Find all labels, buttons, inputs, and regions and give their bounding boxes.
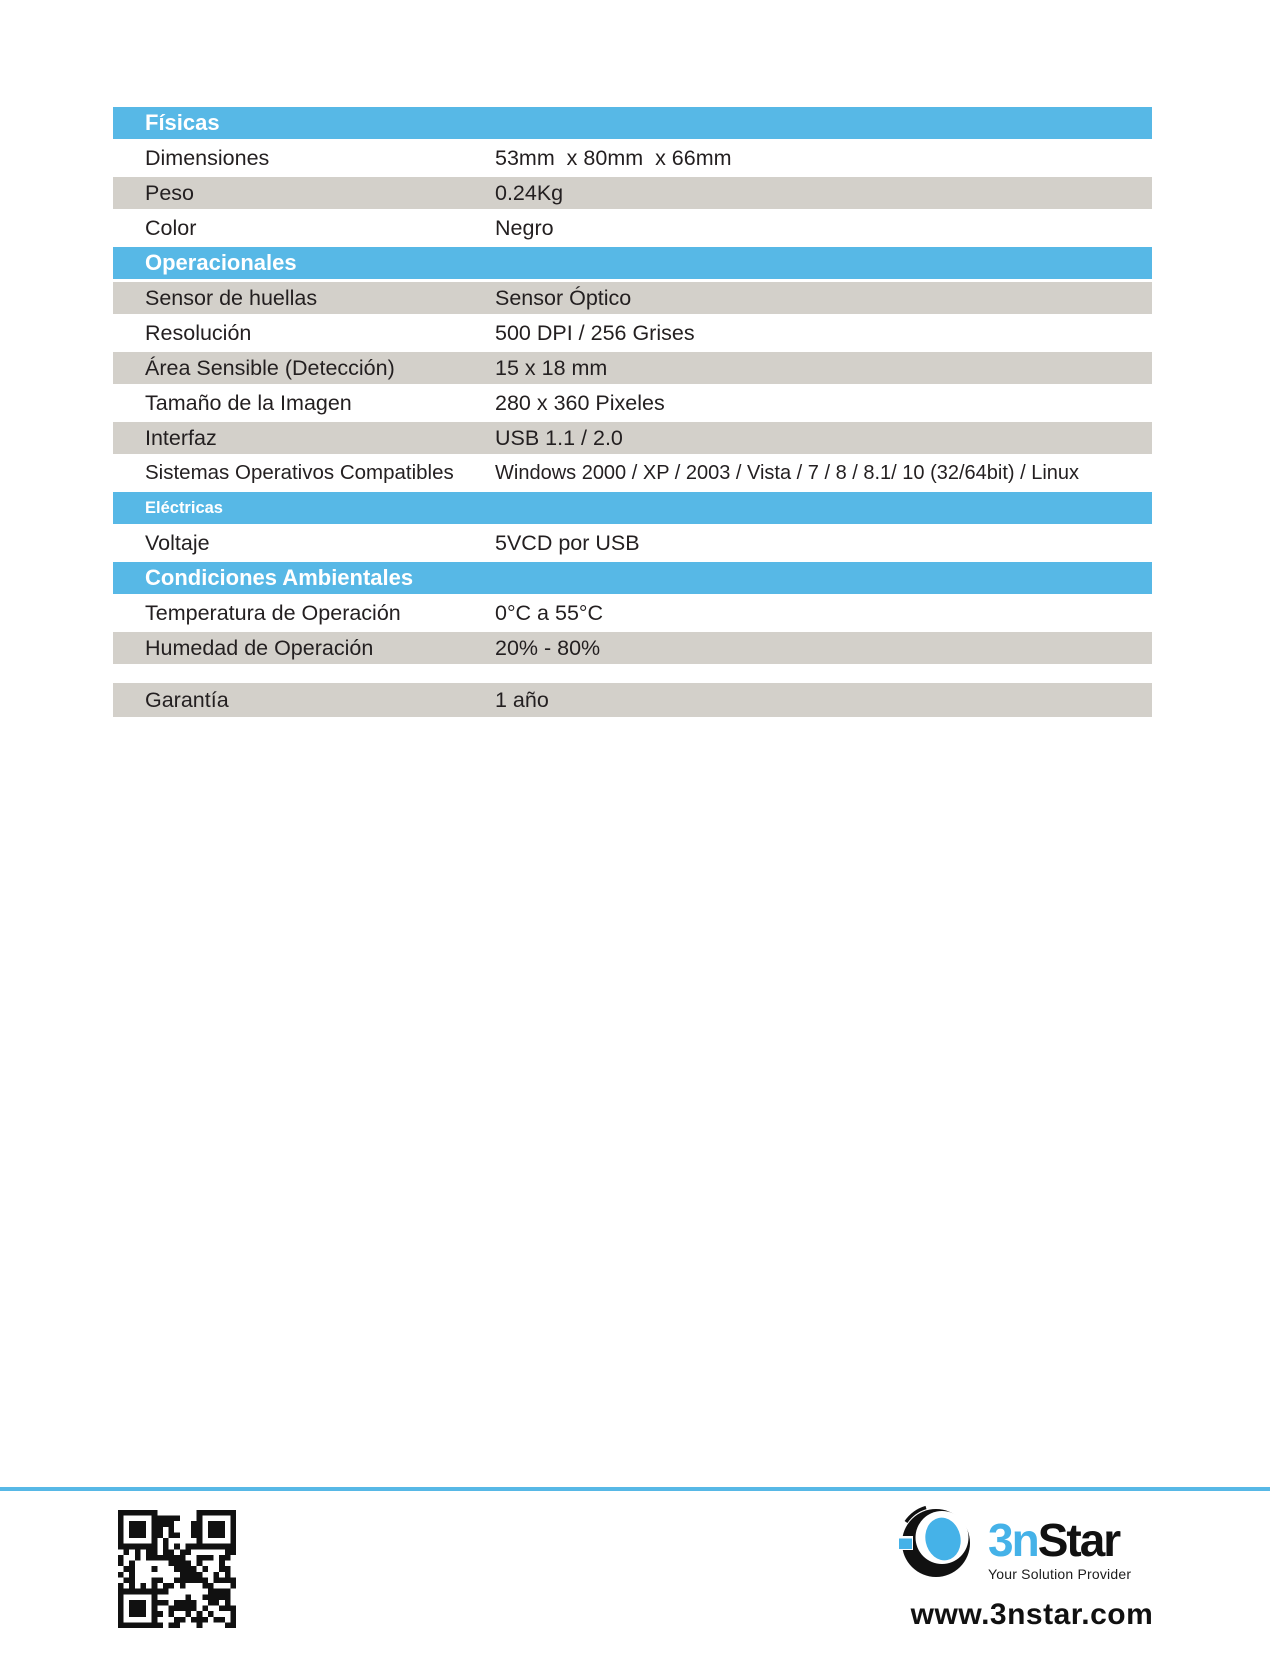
spec-label: Peso xyxy=(145,181,195,205)
brand-wordmark-black: Star xyxy=(1037,1514,1120,1566)
spec-row xyxy=(113,387,1152,419)
spec-label: Sistemas Operativos Compatibles xyxy=(145,461,454,484)
section-header xyxy=(113,562,1152,594)
spec-label: Garantía xyxy=(145,688,229,712)
brand-logo xyxy=(898,1505,1166,1632)
spec-row xyxy=(113,177,1152,209)
spec-value: 15 x 18 mm xyxy=(495,356,608,380)
spec-label: Tamaño de la Imagen xyxy=(145,391,352,415)
section-header xyxy=(113,107,1152,139)
section-header-label: Eléctricas xyxy=(145,499,223,517)
spec-value: 20% - 80% xyxy=(495,636,601,660)
brand-wordmark-blue: 3n xyxy=(988,1514,1038,1566)
spec-row xyxy=(113,457,1152,489)
spec-row xyxy=(113,282,1152,314)
spec-value: Windows 2000 / XP / 2003 / Vista / 7 / 8 / 8.1/ 10 (32/64bit) / Linux xyxy=(495,462,1080,484)
section-header-label: Físicas xyxy=(145,110,220,135)
spec-label: Dimensiones xyxy=(145,146,270,170)
spec-value: 1 año xyxy=(495,688,549,712)
section-header-label: Operacionales xyxy=(145,250,297,275)
spec-row xyxy=(113,212,1152,244)
spec-value: 5VCD por USB xyxy=(495,531,640,555)
spec-label: Color xyxy=(145,216,197,240)
spec-label: Humedad de Operación xyxy=(145,636,374,660)
table-spacer xyxy=(113,667,1152,680)
spec-table xyxy=(113,107,1152,720)
spec-label: Resolución xyxy=(145,321,252,345)
spec-row xyxy=(113,597,1152,629)
brand-logo-icon xyxy=(898,1505,984,1579)
section-header xyxy=(113,247,1152,279)
brand-tagline: Your Solution Provider xyxy=(988,1566,1132,1582)
qr-code-icon xyxy=(118,1510,236,1628)
spec-label: Interfaz xyxy=(145,426,217,450)
section-header-label: Condiciones Ambientales xyxy=(145,565,414,590)
spec-label: Voltaje xyxy=(145,531,210,555)
spec-row xyxy=(113,527,1152,559)
spec-label: Sensor de huellas xyxy=(145,286,318,310)
section-header xyxy=(113,492,1152,524)
spec-row xyxy=(113,632,1152,664)
website-url: www.3nstar.com xyxy=(910,1598,1154,1631)
spec-value: Sensor Óptico xyxy=(495,286,632,310)
spec-label: Temperatura de Operación xyxy=(145,601,401,625)
spec-row xyxy=(113,142,1152,174)
spec-value: 0°C a 55°C xyxy=(495,601,604,625)
spec-value: 53mm x 80mm x 66mm xyxy=(495,146,732,170)
footer-divider xyxy=(0,1487,1270,1491)
spec-value: 280 x 360 Pixeles xyxy=(495,391,665,415)
spec-row xyxy=(113,683,1152,717)
spec-label: Área Sensible (Detección) xyxy=(145,356,395,380)
spec-row xyxy=(113,422,1152,454)
brand-wordmark xyxy=(988,1514,1131,1566)
spec-value: 500 DPI / 256 Grises xyxy=(495,321,695,345)
spec-row xyxy=(113,352,1152,384)
spec-row xyxy=(113,317,1152,349)
spec-value: Negro xyxy=(495,216,554,240)
spec-value: USB 1.1 / 2.0 xyxy=(495,426,623,450)
spec-value: 0.24Kg xyxy=(495,181,564,205)
